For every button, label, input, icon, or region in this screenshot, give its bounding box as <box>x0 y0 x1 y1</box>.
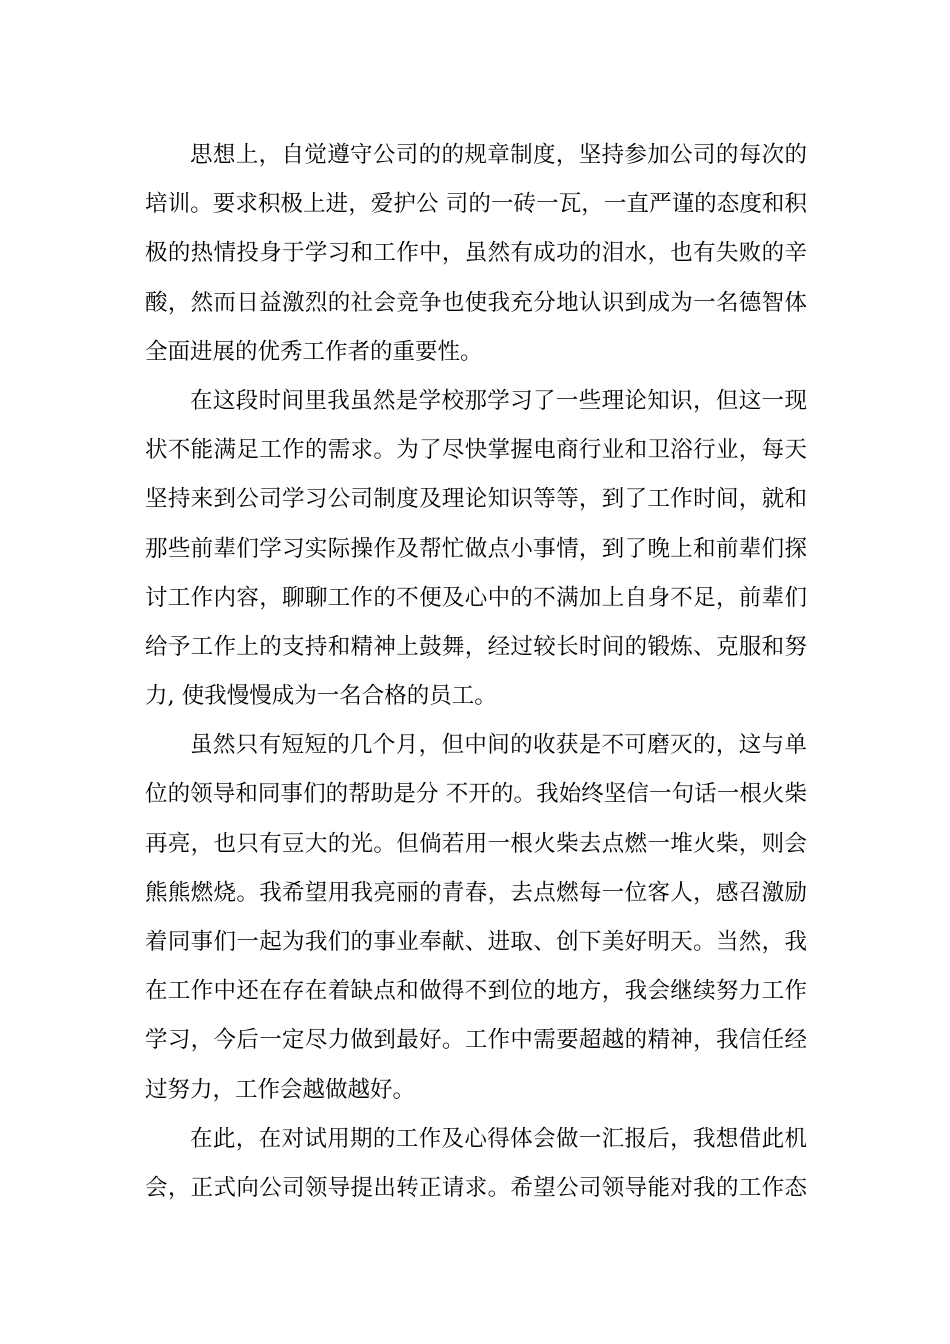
paragraph-1 <box>145 131 807 377</box>
paragraph-line: 虽然只有短短的几个月，但中间的收获是不可磨灭的，这与单 <box>190 732 807 759</box>
paragraph-line: 全面进展的优秀工作者的重要性。 <box>145 338 483 365</box>
paragraph-line: 会，正式向公司领导提出转正请求。希望公司领导能对我的工作态 <box>145 1174 807 1201</box>
paragraph-3 <box>145 721 807 1115</box>
paragraph-line: 在这段时间里我虽然是学校那学习了一些理论知识，但这一现 <box>190 387 807 414</box>
paragraph-line: 着同事们一起为我们的事业奉献、进取、创下美好明天。当然，我 <box>145 929 807 955</box>
paragraph-line: 力, 使我慢慢成为一名合格的员工。 <box>145 683 497 710</box>
paragraph-line: 极的热情投身于学习和工作中，虽然有成功的泪水，也有失败的辛 <box>145 240 807 267</box>
paragraph-2 <box>145 377 807 721</box>
paragraph-line: 位的领导和同事们的帮助是分 不开的。我始终坚信一句话一根火柴 <box>145 781 807 808</box>
paragraph-line: 酸，然而日益激烈的社会竞争也使我充分地认识到成为一名德智体 <box>145 289 807 316</box>
paragraph-4 <box>145 1115 807 1213</box>
paragraph-line: 过努力，工作会越做越好。 <box>145 1076 416 1103</box>
paragraph-line: 学习，今后一定尽力做到最好。工作中需要超越的精神，我信任经 <box>145 1027 807 1054</box>
document-body <box>145 131 807 1213</box>
paragraph-line: 熊熊燃烧。我希望用我亮丽的青春，去点燃每一位客人，感召激励 <box>145 879 807 906</box>
paragraph-line: 思想上，自觉遵守公司的的规章制度，坚持参加公司的每次的 <box>190 142 807 168</box>
paragraph-line: 给予工作上的支持和精神上鼓舞，经过较长时间的锻炼、克服和努 <box>145 633 807 660</box>
paragraph-line: 培训。要求积极上进，爱护公 司的一砖一瓦，一直严谨的态度和积 <box>145 191 807 218</box>
paragraph-line: 状不能满足工作的需求。为了尽快掌握电商行业和卫浴行业，每天 <box>145 437 807 464</box>
paragraph-line: 在工作中还在存在着缺点和做得不到位的地方，我会继续努力工作 <box>145 978 807 1005</box>
paragraph-line: 那些前辈们学习实际操作及帮忙做点小事情，到了晚上和前辈们探 <box>145 535 807 562</box>
paragraph-line: 讨工作内容，聊聊工作的不便及心中的不满加上自身不足，前辈们 <box>145 584 807 611</box>
paragraph-line: 在此，在对试用期的工作及心得体会做一汇报后，我想借此机 <box>190 1125 807 1152</box>
paragraph-line: 坚持来到公司学习公司制度及理论知识等等，到了工作时间，就和 <box>145 486 807 513</box>
paragraph-line: 再亮，也只有豆大的光。但倘若用一根火柴去点燃一堆火柴，则会 <box>145 830 807 857</box>
